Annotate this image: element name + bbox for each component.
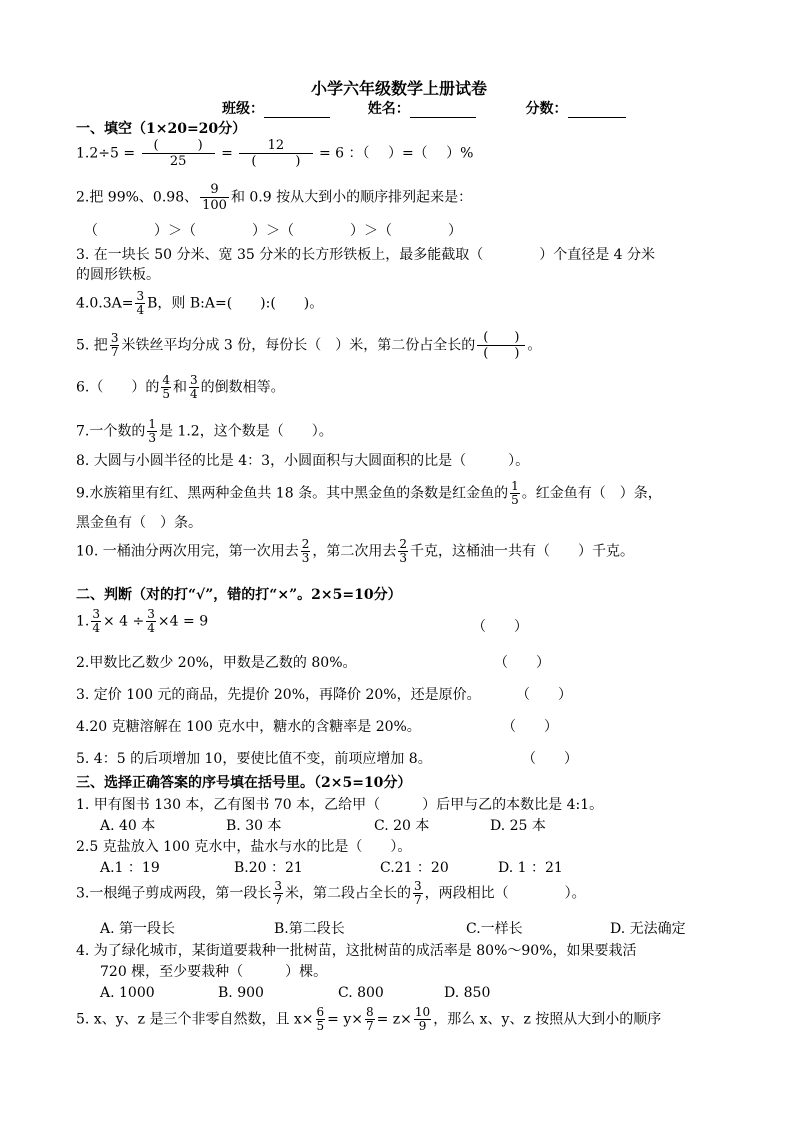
- denominator: 100: [202, 198, 227, 213]
- q-text: = y×: [327, 1011, 363, 1028]
- denominator: 7: [414, 893, 422, 907]
- denominator: 7: [110, 345, 119, 359]
- denominator: 3: [399, 551, 407, 565]
- q-text: 2.把 99%、0.98、: [76, 189, 199, 206]
- fraction: [135, 290, 145, 317]
- option-d[interactable]: D. 25 本: [490, 818, 546, 834]
- denominator: 9: [418, 1019, 427, 1033]
- name-blank[interactable]: [410, 103, 476, 118]
- judge-q4: 4.20 克糖溶解在 100 克水中，糖水的含糖率是 20%。: [76, 719, 421, 735]
- q-text: ，两段相比（ ）。: [424, 885, 586, 902]
- q-text: × 4 ÷: [103, 613, 145, 630]
- option-a[interactable]: A. 第一段长: [100, 921, 176, 937]
- q-text: 5. x、y、z 是三个非零自然数，且 x×: [76, 1011, 314, 1028]
- fill-q4: [76, 290, 323, 317]
- score-label: 分数：: [525, 101, 568, 117]
- fraction: [142, 138, 215, 169]
- fraction: [316, 1006, 326, 1033]
- fill-q9: [76, 480, 662, 507]
- fraction: [477, 330, 525, 361]
- numerator: 3: [92, 607, 100, 621]
- denominator: 25: [169, 154, 187, 169]
- choice-q3: [76, 880, 586, 907]
- denominator[interactable]: ( ): [483, 346, 520, 361]
- q-text: 10. 一桶油分两次用完，第一次用去: [76, 543, 299, 560]
- name-label: 姓名：: [367, 101, 410, 117]
- fraction: [510, 480, 520, 507]
- q-text: ，第二次用去: [312, 543, 397, 560]
- q-text: 和: [173, 379, 187, 396]
- q-text: 米，第二段占全长的: [285, 885, 411, 902]
- section-judge-heading: 二、判断（对的打“√”，错的打“×”。2×5=10分）: [76, 587, 402, 603]
- numerator: 3: [136, 289, 145, 303]
- fraction: [239, 138, 312, 169]
- denominator: 5: [162, 387, 170, 401]
- option-b[interactable]: B. 900: [218, 985, 264, 1001]
- judge-q2-answer[interactable]: （ ）: [494, 655, 550, 671]
- fill-q2-answer[interactable]: （ ）＞（ ）＞（ ）＞（ ）: [84, 223, 462, 239]
- q-text: 。红金鱼有（ ）条，: [521, 485, 662, 502]
- denominator: 7: [365, 1019, 374, 1033]
- section-choice-heading: 三、选择正确答案的序号填在括号里。（2×5=10分）: [76, 775, 412, 791]
- fill-q2: [76, 182, 472, 213]
- choice-q2: 2.5 克盐放入 100 克水中，盐水与水的比是（ ）。: [76, 839, 412, 855]
- option-a[interactable]: A. 1000: [100, 985, 155, 1001]
- judge-q5-answer[interactable]: （ ）: [522, 751, 578, 767]
- denominator: 3: [301, 551, 310, 565]
- option-a[interactable]: A. 40 本: [100, 818, 156, 834]
- q-text: 3.一根绳子剪成两段，第一段长: [76, 885, 272, 902]
- denominator: 5: [316, 1019, 325, 1033]
- numerator: 12: [239, 138, 312, 154]
- q-text: 和 0.9 按从大到小的顺序排列起来是：: [230, 189, 473, 206]
- fraction: [301, 538, 311, 565]
- q-text: 千克，这桶油一共有（ ）千克。: [410, 543, 634, 560]
- q-text: = 6 ：（ ）=（ ）%: [318, 145, 474, 162]
- score-blank[interactable]: [568, 103, 626, 118]
- fraction: [91, 608, 101, 635]
- option-d[interactable]: D. 850: [444, 985, 491, 1001]
- numerator: 9: [200, 182, 229, 198]
- q-text: = z×: [376, 1011, 412, 1028]
- numerator: 3: [414, 879, 422, 893]
- judge-q1-answer[interactable]: （ ）: [472, 619, 528, 635]
- fraction: [413, 880, 423, 907]
- denominator: 7: [274, 893, 282, 907]
- fill-q8: 8. 大圆与小圆半径的比是 4：3，小圆面积与大圆面积的比是（ ）。: [76, 453, 530, 469]
- fraction: [414, 1006, 431, 1033]
- choice-q5: [76, 1006, 661, 1033]
- fraction: [200, 182, 229, 213]
- q-text: 6.（ ）的: [76, 379, 160, 396]
- q-text: 5. 把: [76, 337, 108, 354]
- fill-q1: [76, 138, 473, 169]
- numerator: 3: [147, 607, 155, 621]
- section-fill-heading: 一、填空（1×20=20分）: [76, 121, 247, 137]
- q-text: 米铁丝平均分成 3 份，每份长（ ）米，第二份占全长的: [121, 337, 476, 354]
- numerator: 4: [162, 373, 170, 387]
- numerator: 6: [316, 1005, 325, 1019]
- numerator: 8: [365, 1005, 374, 1019]
- fill-q10: [76, 538, 634, 565]
- denominator[interactable]: ( ): [251, 154, 301, 169]
- fill-q3-cont: 的圆形铁板。: [76, 267, 160, 283]
- choice-q4-cont: 720 棵，至少要栽种（ ）棵。: [100, 964, 328, 980]
- option-b[interactable]: B.第二段长: [274, 921, 345, 937]
- fraction: [147, 418, 157, 445]
- fraction: [161, 374, 171, 401]
- judge-q5: 5. 4：5 的后项增加 10，要使比值不变，前项应增加 8。: [76, 751, 432, 767]
- fraction: [398, 538, 408, 565]
- numerator: 3: [190, 373, 198, 387]
- option-c[interactable]: C. 800: [338, 985, 384, 1001]
- fill-q3: 3. 在一块长 50 分米、宽 35 分米的长方形铁板上，最多能截取（ ）个直径是 4 分米: [76, 247, 656, 263]
- numerator: 10: [414, 1005, 431, 1019]
- q-text: =: [221, 145, 233, 162]
- q-text: 是 1.2，这个数是（ ）。: [159, 423, 333, 440]
- judge-q3: 3. 定价 100 元的商品，先提价 20%，再降价 20%，还是原价。: [76, 687, 481, 703]
- option-b[interactable]: B.20 ：21: [234, 860, 303, 876]
- q-text: 9.水族箱里有红、黑两种金鱼共 18 条。其中黑金鱼的条数是红金鱼的: [76, 485, 509, 502]
- fraction: [365, 1006, 375, 1033]
- choice-q1: 1. 甲有图书 130 本，乙有图书 70 本，乙给甲（ ）后甲与乙的本数比是 4:1。: [76, 797, 604, 813]
- numerator: 3: [110, 331, 119, 345]
- q-text: 的倒数相等。: [200, 379, 285, 396]
- fill-q7: [76, 418, 333, 445]
- fraction: [273, 880, 283, 907]
- q-text: 1.: [76, 613, 90, 630]
- page-title: 小学六年级数学上册试卷: [311, 79, 488, 98]
- option-b[interactable]: B. 30 本: [226, 818, 282, 834]
- option-c[interactable]: C.一样长: [466, 921, 523, 937]
- fill-q5: [76, 330, 541, 361]
- header-info: [222, 100, 626, 118]
- denominator: 3: [148, 431, 156, 445]
- judge-q1: [76, 608, 208, 635]
- numerator[interactable]: ( ): [477, 330, 525, 346]
- denominator: 4: [147, 621, 155, 635]
- fraction: [146, 608, 156, 635]
- judge-q4-answer[interactable]: （ ）: [502, 719, 558, 735]
- denominator: 4: [190, 387, 198, 401]
- q-text: 4.0.3A=: [76, 295, 134, 312]
- option-c[interactable]: C.21 ：20: [380, 860, 449, 876]
- fill-q9-cont: 黑金鱼有（ ）条。: [76, 515, 202, 531]
- numerator: 1: [511, 479, 519, 493]
- option-d[interactable]: D. 无法确定: [610, 921, 686, 937]
- denominator: 4: [136, 303, 145, 317]
- q-text: ×4 = 9: [157, 613, 209, 630]
- fill-q6: [76, 374, 285, 401]
- fraction: [189, 374, 199, 401]
- denominator: 4: [92, 621, 100, 635]
- choice-q4: 4. 为了绿化城市，某街道要栽种一批树苗，这批树苗的成活率是 80%～90%，如果要栽活: [76, 943, 637, 959]
- judge-q2: 2.甲数比乙数少 20%，甲数是乙数的 80%。: [76, 655, 357, 671]
- q-text: B，则 B:A=( ):( )。: [147, 295, 324, 312]
- fraction: [110, 332, 120, 359]
- numerator: 2: [399, 537, 407, 551]
- numerator: 2: [301, 537, 310, 551]
- q-text: 7.一个数的: [76, 423, 146, 440]
- denominator: 5: [511, 493, 519, 507]
- numerator: 3: [274, 879, 282, 893]
- option-c[interactable]: C. 20 本: [374, 818, 430, 834]
- judge-q3-answer[interactable]: （ ）: [516, 687, 572, 703]
- q-text: 。: [527, 337, 542, 354]
- class-label: 班级：: [222, 101, 264, 117]
- option-d[interactable]: D. 1 ：21: [498, 860, 563, 876]
- numerator: 1: [148, 417, 156, 431]
- q-text: ，那么 x、y、z 按照从大到小的顺序: [433, 1011, 662, 1028]
- q-text: 1.2÷5 =: [76, 145, 136, 162]
- class-blank[interactable]: [264, 103, 330, 118]
- option-a[interactable]: A.1 ：19: [100, 860, 160, 876]
- numerator[interactable]: ( ): [142, 138, 215, 154]
